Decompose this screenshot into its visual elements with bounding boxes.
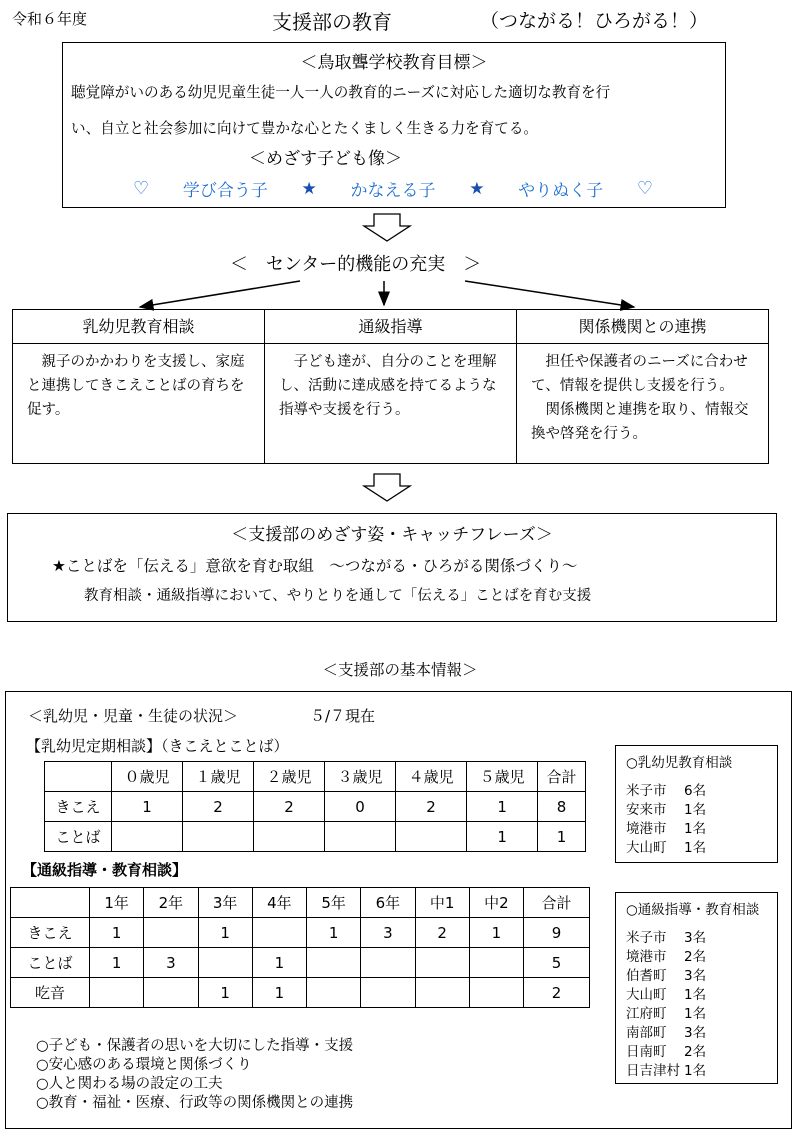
table-cell: 1 (198, 918, 252, 948)
area-name: 境港市 (626, 949, 667, 965)
tsukyu-table (10, 887, 590, 1008)
row-label-cell: ことば (45, 822, 112, 852)
table-cell (112, 822, 183, 852)
area-count: 2名 (684, 949, 707, 965)
area-name: 日南町 (626, 1044, 667, 1060)
school-goal-line-2: い、自立と社会参加に向けて豊かな心とたくましく生きる力を育てる。 (71, 120, 539, 137)
table-row (45, 792, 586, 822)
table-cell: 1 (538, 822, 586, 852)
table-cell: 合計 (524, 888, 590, 918)
fiscal-year: 令和６年度 (12, 10, 88, 28)
catchphrase-box (7, 513, 777, 622)
table-cell (415, 948, 469, 978)
function-tsukyu (265, 310, 517, 463)
child-item-3: やりぬく子 (518, 181, 604, 201)
row-label-cell (11, 888, 90, 918)
function-liaison (517, 310, 768, 463)
child-ideal-heading: ＜めざす子ども像＞ (249, 149, 402, 169)
table-cell (361, 978, 415, 1008)
area-count: 3名 (684, 968, 707, 984)
school-goal-line-1: 聴覚障がいのある幼児児童生徒一人一人の教育的ニーズに対応した適切な教育を行 (71, 84, 611, 101)
function-title: 関係機関との連携 (517, 310, 768, 344)
table-cell: 1 (469, 918, 523, 948)
table-row (11, 948, 590, 978)
table-cell (469, 978, 523, 1008)
infant-area-box (615, 745, 778, 863)
area-row (626, 1043, 767, 1062)
table-cell: 2 (254, 792, 325, 822)
table-cell: 3 (361, 918, 415, 948)
table-cell: 2 (183, 792, 254, 822)
table-cell (361, 948, 415, 978)
heart-icon: ♡ (636, 178, 653, 199)
child-item-1: 学び合う子 (182, 181, 268, 201)
table-cell: 1年 (90, 888, 144, 918)
row-label-cell: きこえ (45, 792, 112, 822)
policy-item: ○子ども・保護者の思いを大切にした指導・支援 (36, 1038, 354, 1054)
status-title: ＜乳幼児・児童・生徒の状況＞ (28, 707, 239, 725)
function-title: 乳幼児教育相談 (13, 310, 264, 344)
center-function-title: ＜ センター的機能の充実 ＞ (230, 254, 482, 275)
table-cell: 3 (144, 948, 198, 978)
table-cell: 2 (524, 978, 590, 1008)
area-row (626, 986, 767, 1005)
table-cell: １歳児 (183, 762, 254, 792)
area-count: 1名 (684, 821, 707, 837)
area-count: 1名 (684, 802, 707, 818)
tsukyu-area-box (615, 892, 778, 1084)
table-row (11, 978, 590, 1008)
table-cell: 4年 (252, 888, 306, 918)
table-cell (90, 978, 144, 1008)
function-text: 子ども達が、自分のことを理解し、活動に達成感を持てるような指導や支援を行う。 (279, 354, 497, 418)
table-cell (183, 822, 254, 852)
policy-item: ○人と関わる場の設定の工夫 (36, 1076, 223, 1092)
table-cell: 1 (307, 918, 361, 948)
table-cell: 3年 (198, 888, 252, 918)
table-cell: 合計 (538, 762, 586, 792)
table-cell (469, 948, 523, 978)
infant-table-title: 【乳幼児定期相談】（きこえとことば） (26, 737, 289, 755)
area-row (626, 1024, 767, 1043)
table-cell: 1 (467, 792, 538, 822)
area-name: 米子市 (626, 783, 667, 799)
page-subtitle: （つながる！ひろがる！） (480, 10, 709, 32)
table-cell: ３歳児 (325, 762, 396, 792)
star-icon: ★ (301, 178, 317, 199)
table-cell: 2年 (144, 888, 198, 918)
table-cell: 2 (415, 918, 469, 948)
infant-area-title: ○乳幼児教育相談 (626, 755, 733, 771)
area-count: 3名 (684, 930, 707, 946)
table-cell: 中2 (469, 888, 523, 918)
table-cell (307, 978, 361, 1008)
table-cell: 5 (524, 948, 590, 978)
heart-icon: ♡ (133, 178, 150, 199)
school-goal-heading: ＜鳥取聾学校教育目標＞ (300, 53, 488, 73)
table-cell: 6年 (361, 888, 415, 918)
table-cell: 0 (325, 792, 396, 822)
function-text: 親子のかかわりを支援し、家庭と連携してきこえことばの育ちを促す。 (27, 354, 245, 418)
basic-info-heading: ＜支援部の基本情報＞ (322, 661, 478, 679)
table-cell (307, 948, 361, 978)
table-cell: 1 (198, 978, 252, 1008)
table-cell: 1 (112, 792, 183, 822)
area-name: 日吉津村 (626, 1063, 680, 1079)
star-icon: ★ (469, 178, 485, 199)
area-row (626, 967, 767, 986)
area-row (626, 801, 767, 820)
area-row (626, 820, 767, 839)
policy-item: ○安心感のある環境と関係づくり (36, 1057, 252, 1073)
table-cell: 9 (524, 918, 590, 948)
table-cell: 5年 (307, 888, 361, 918)
row-label-cell: きこえ (11, 918, 90, 948)
row-label-cell: ことば (11, 948, 90, 978)
infant-table (44, 761, 586, 852)
row-label-cell: 吃音 (11, 978, 90, 1008)
branch-arrows (0, 0, 800, 320)
table-cell: 2 (396, 792, 467, 822)
down-arrow-icon (362, 472, 412, 502)
table-cell: 8 (538, 792, 586, 822)
status-date: ５/７現在 (310, 707, 376, 725)
table-cell: ２歳児 (254, 762, 325, 792)
area-count: 2名 (684, 1044, 707, 1060)
catchphrase-heading: ＜支援部のめざす姿・キャッチフレーズ＞ (231, 525, 553, 545)
table-row (45, 822, 586, 852)
table-cell: 1 (252, 948, 306, 978)
area-count: 3名 (684, 1025, 707, 1041)
table-cell: ５歳児 (467, 762, 538, 792)
policy-item: ○教育・福祉・医療、行政等の関係機関との連携 (36, 1095, 354, 1111)
area-name: 伯耆町 (626, 968, 667, 984)
area-name: 大山町 (626, 987, 667, 1003)
area-name: 境港市 (626, 821, 667, 837)
area-row (626, 1005, 767, 1024)
table-cell: ０歳児 (112, 762, 183, 792)
area-count: 6名 (684, 783, 707, 799)
function-title: 通級指導 (265, 310, 516, 344)
area-name: 安来市 (626, 802, 667, 818)
table-cell: 1 (90, 948, 144, 978)
catchphrase-main: ★ことばを「伝える」意欲を育む取組 〜つながる・ひろがる関係づくり〜 (52, 557, 578, 575)
area-row (626, 839, 767, 858)
page-title: 支援部の教育 (272, 10, 392, 34)
area-row (626, 929, 767, 948)
area-name: 南部町 (626, 1025, 667, 1041)
area-count: 1名 (684, 987, 707, 1003)
table-cell (415, 978, 469, 1008)
area-row (626, 782, 767, 801)
function-text: 担任や保護者のニーズに合わせて、情報を提供し支援を行う。 関係機関と連携を取り、情報交換や啓発を行う。 (531, 354, 749, 442)
table-cell (325, 822, 396, 852)
table-row (11, 918, 590, 948)
tsukyu-area-title: ○通級指導・教育相談 (626, 902, 760, 918)
table-header-row (45, 762, 586, 792)
area-name: 江府町 (626, 1006, 667, 1022)
area-count: 1名 (684, 840, 707, 856)
table-cell: 中1 (415, 888, 469, 918)
table-cell: 1 (467, 822, 538, 852)
area-row (626, 948, 767, 967)
area-name: 大山町 (626, 840, 667, 856)
area-count: 1名 (684, 1006, 707, 1022)
child-item-2: かなえる子 (350, 181, 436, 201)
function-infant-consult (13, 310, 265, 463)
table-cell (144, 918, 198, 948)
tsukyu-table-title: 【通級指導・教育相談】 (22, 861, 188, 879)
table-cell (252, 918, 306, 948)
center-functions (12, 309, 769, 464)
area-name: 米子市 (626, 930, 667, 946)
table-header-row (11, 888, 590, 918)
policy-list (36, 1037, 353, 1113)
row-label-cell (45, 762, 112, 792)
area-count: 1名 (684, 1063, 707, 1079)
table-cell: 1 (252, 978, 306, 1008)
table-cell (254, 822, 325, 852)
catchphrase-sub: 教育相談・通級指導において、やりとりを通して「伝える」ことばを育む支援 (84, 588, 592, 604)
table-cell: ４歳児 (396, 762, 467, 792)
area-row (626, 1062, 767, 1081)
table-cell (198, 948, 252, 978)
table-cell: 1 (90, 918, 144, 948)
table-cell (396, 822, 467, 852)
table-cell (144, 978, 198, 1008)
